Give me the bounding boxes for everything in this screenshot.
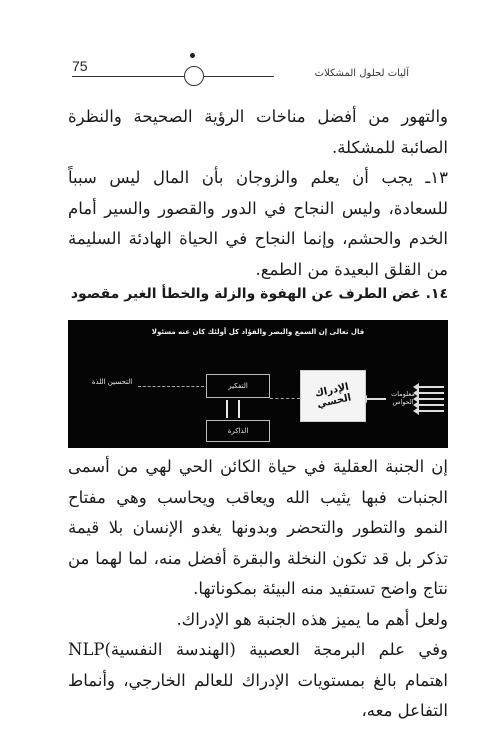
diagram-caption: قال تعالى إن السمع والبصر والفؤاد كل أولئك كان عنه مسئولا: [151, 328, 365, 336]
header-ornament-dot: [190, 53, 195, 58]
paragraph: وفي علم البرمجة العصبية (الهندسة النفسية)NLP اهتمام بالغ بمستويات الإدراك للعالم الخارجي، وأنماط التفاعل معه،: [68, 640, 448, 720]
improvement-label: التحسين اللذة: [91, 378, 133, 386]
header-rule: [204, 76, 274, 77]
section-heading: ١٤. غض الطرف عن الهفوة والزلة والخطأ الغير مقصود: [70, 286, 448, 302]
arrow-left-icon: [418, 386, 444, 388]
paragraph: ولعل أهم ما يميز هذه الجنبة هو الإدراك.: [176, 609, 448, 629]
page-header: [0, 0, 487, 90]
paragraph: ١٣ـ يجب أن يعلم والزوجان بأن المال ليس سبباً للسعادة، وليس النجاح في الدور والقصور والسير أمام الخدم والحشم، وإنما النجاح في الحياة الهادئة السليمة من القلق البعيدة من الطمع.: [68, 168, 448, 279]
running-head: آليات لحلول المشكلات: [314, 68, 409, 79]
text-block-bottom: [68, 452, 448, 727]
arrow-down-icon: [238, 400, 240, 418]
header-ornament-circle: [184, 66, 204, 86]
arrow-left-icon: [418, 404, 444, 406]
perception-diagram: [68, 320, 448, 448]
senses-label: معلومات الحواس: [391, 390, 415, 406]
paragraph: إن الجنبة العقلية في حياة الكائن الحي لهي من أسمى الجنبات فبها يثيب الله ويعاقب ويحاسب وهي مفتاح النمو والتطور والتحضر وبدونها يغدو الإنسان بلا قيمة تذكر بل قد تكون النخلة والبقرة أفضل منه، لما لهما من نتاج واضح تستفيد منه البيئة بمكوناتها.: [68, 457, 448, 598]
arrow-left-icon: [418, 410, 444, 412]
connector-dashed: [138, 386, 204, 388]
perception-box: [300, 370, 366, 422]
memory-box: [206, 420, 270, 442]
thinking-label: التفكير: [228, 382, 248, 390]
page-number: 75: [72, 58, 88, 74]
header-rule: [72, 76, 184, 77]
thinking-box: [206, 374, 270, 398]
text-block-top: [68, 102, 448, 285]
arrow-left-icon: [366, 398, 386, 400]
arrow-left-icon: [418, 392, 444, 394]
perception-label: الإدراك الحسي: [313, 381, 353, 411]
arrow-up-icon: [226, 400, 228, 418]
paragraph: والتهور من أفضل مناخات الرؤية الصحيحة والنظرة الصائبة للمشكلة.: [68, 107, 448, 157]
memory-label: الذاكرة: [227, 427, 249, 435]
connector-dashed: [270, 398, 300, 400]
arrow-left-icon: [418, 398, 444, 400]
